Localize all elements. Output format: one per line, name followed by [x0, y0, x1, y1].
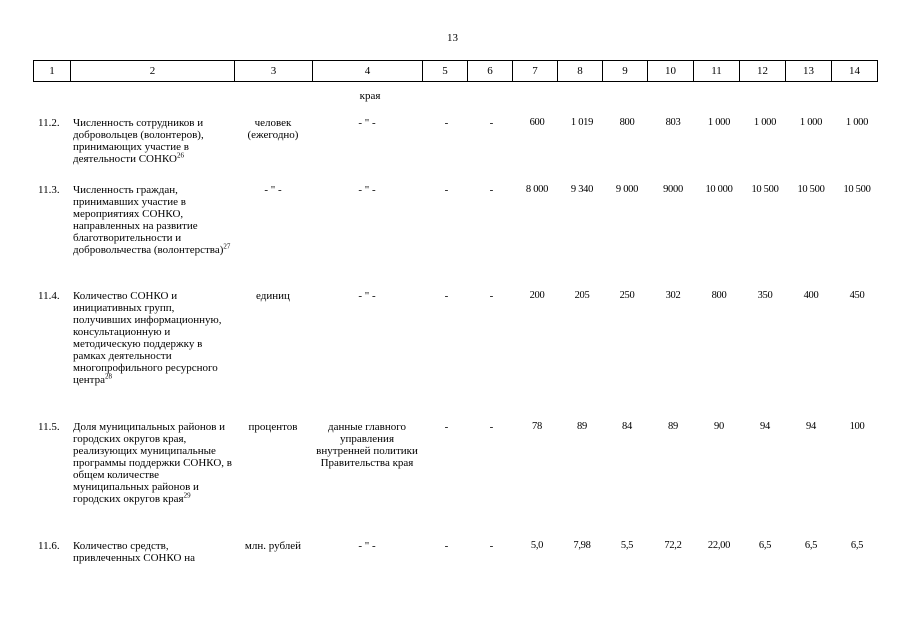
source: данные главного управления внутренней политики Правительства края	[316, 421, 418, 469]
column-header-4: 4	[313, 61, 423, 82]
value-col-11: 10 000	[705, 184, 733, 195]
value-col-12: 94	[760, 421, 770, 432]
unit: - " -	[264, 184, 282, 196]
row-number: 11.4.	[38, 290, 60, 302]
value-col-12: 1 000	[753, 117, 777, 128]
col-6-value: -	[489, 421, 494, 433]
value-col-8: 205	[574, 290, 590, 301]
col-6-value: -	[489, 290, 494, 302]
column-header-8: 8	[558, 61, 603, 82]
footnote-ref: 29	[183, 491, 191, 500]
value-col-7: 8 000	[525, 184, 549, 195]
value-col-10: 803	[665, 117, 681, 128]
column-header-3: 3	[235, 61, 313, 82]
value-col-13: 10 500	[797, 184, 825, 195]
value-col-10: 72,2	[664, 540, 682, 551]
header-row	[34, 61, 878, 82]
indicator-name: Численность сотрудников и добровольцев (волонтеров), принимающих участие в деятельности СОНКО$^{26}$	[73, 117, 204, 165]
value-col-8: 7,98	[573, 540, 591, 551]
col-6-value: -	[489, 540, 494, 552]
col-5-value: -	[444, 540, 449, 552]
column-header-9: 9	[603, 61, 648, 82]
col-5-value: -	[444, 290, 449, 302]
footnote-ref: 28	[104, 372, 112, 381]
unit: процентов	[248, 421, 298, 433]
value-col-14: 10 500	[843, 184, 871, 195]
value-col-13: 6,5	[804, 540, 818, 551]
row-number: 11.2.	[38, 117, 60, 129]
col-5-value: -	[444, 421, 449, 433]
value-col-10: 9000	[663, 184, 683, 195]
indicator-name: Количество СОНКО и инициативных групп, получивших информационную, консультационную и методическую поддержку в рамках деятельности многопрофильного ресурсного центра$^{28}$	[73, 290, 222, 386]
footnote-ref: 26	[176, 151, 184, 160]
value-col-14: 1 000	[845, 117, 869, 128]
value-col-10: 89	[668, 421, 678, 432]
col-6-value: -	[489, 117, 494, 129]
value-col-8: 9 340	[570, 184, 594, 195]
column-header-13: 13	[786, 61, 832, 82]
value-col-12: 10 500	[751, 184, 779, 195]
continuation-text: края	[359, 90, 381, 102]
column-header-1: 1	[34, 61, 71, 82]
unit: млн. рублей	[244, 540, 302, 552]
row-number: 11.6.	[38, 540, 60, 552]
value-col-8: 89	[577, 421, 587, 432]
value-col-12: 350	[757, 290, 773, 301]
row-number: 11.3.	[38, 184, 60, 196]
unit: единиц	[256, 290, 290, 302]
footnote-ref: 27	[223, 242, 231, 251]
source: - " -	[358, 117, 376, 129]
value-col-14: 450	[849, 290, 865, 301]
column-header-14: 14	[832, 61, 878, 82]
value-col-13: 94	[806, 421, 816, 432]
indicator-name: Количество средств, привлеченных СОНКО на	[73, 540, 195, 564]
value-col-8: 1 019	[570, 117, 594, 128]
value-col-10: 302	[665, 290, 681, 301]
column-header-table	[33, 60, 878, 82]
row-number: 11.5.	[38, 421, 60, 433]
value-col-14: 100	[849, 421, 865, 432]
column-header-5: 5	[423, 61, 468, 82]
column-header-12: 12	[740, 61, 786, 82]
value-col-11: 22,00	[707, 540, 731, 551]
unit: человек (ежегодно)	[247, 117, 299, 141]
page-number: 13	[447, 32, 458, 44]
indicator-name: Численность граждан, принимавших участие в мероприятиях СОНКО, направленных на развитие благотворительности и добровольчества (волонтерства)$^{27}$	[73, 184, 231, 256]
value-col-7: 78	[532, 421, 542, 432]
source: - " -	[358, 540, 376, 552]
value-col-7: 600	[529, 117, 545, 128]
value-col-14: 6,5	[850, 540, 864, 551]
value-col-9: 800	[619, 117, 635, 128]
column-header-2: 2	[71, 61, 235, 82]
source: - " -	[358, 184, 376, 196]
col-6-value: -	[489, 184, 494, 196]
value-col-7: 5,0	[530, 540, 544, 551]
value-col-11: 800	[711, 290, 727, 301]
column-header-11: 11	[694, 61, 740, 82]
col-5-value: -	[444, 184, 449, 196]
column-header-6: 6	[468, 61, 513, 82]
col-5-value: -	[444, 117, 449, 129]
value-col-9: 9 000	[615, 184, 639, 195]
column-header-7: 7	[513, 61, 558, 82]
value-col-9: 84	[622, 421, 632, 432]
value-col-11: 1 000	[707, 117, 731, 128]
value-col-13: 400	[803, 290, 819, 301]
value-col-9: 5,5	[620, 540, 634, 551]
value-col-11: 90	[714, 421, 724, 432]
value-col-9: 250	[619, 290, 635, 301]
column-header-10: 10	[648, 61, 694, 82]
indicator-name: Доля муниципальных районов и городских округов края, реализующих муниципальные программы поддержки СОНКО, в общем количестве муниципальных районов и городских округов края$^{29}$	[73, 421, 232, 505]
value-col-12: 6,5	[758, 540, 772, 551]
value-col-7: 200	[529, 290, 545, 301]
value-col-13: 1 000	[799, 117, 823, 128]
source: - " -	[358, 290, 376, 302]
